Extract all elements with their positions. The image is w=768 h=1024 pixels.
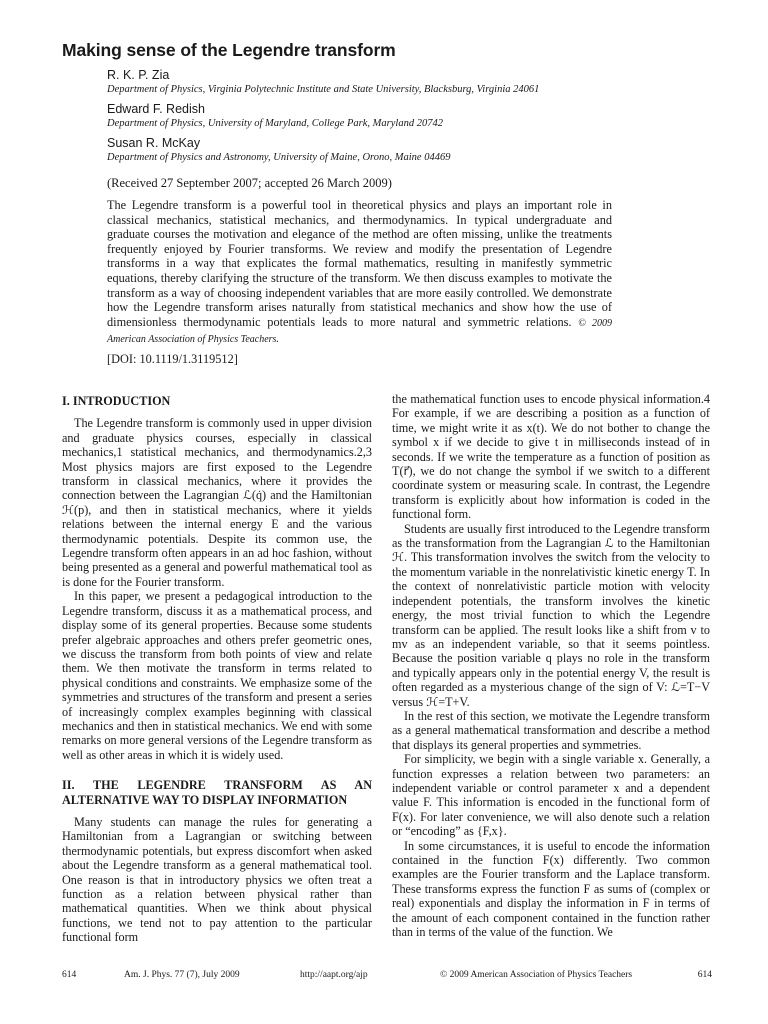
author-block xyxy=(107,102,707,130)
body-paragraph: the mathematical function uses to encode physical information.4 For example, if we are describing a position as a function of time, we might write it as x(t). We do not bother to change the symbol x if we decide to give t in milliseconds instead of in seconds. If we write the temperature as a function of position as T(r⃗), we do not change the symbol if we switch to a different coordinate system or measuring scale. In contrast, the Legendre transform is explicitly about how information is coded in the functional form. xyxy=(392,392,710,522)
author-list xyxy=(107,68,707,170)
body-paragraph: In some circumstances, it is useful to encode the information contained in the function F(x) differently. Two common examples are the Fourier transform and the Laplace transform. These transforms express the function F as sums of (complex or real) exponentials and display the information in F in terms of the amount of each component contained in the function rather than in terms of the value of the function. We xyxy=(392,838,710,940)
abstract xyxy=(107,198,612,348)
page-footer xyxy=(62,970,712,986)
body-paragraph: Students are usually first introduced to the Legendre transform as the transformation from the Lagrangian ℒ to the Hamiltonian ℋ. This transformation involves the switch from the velocity to the momentum variable in the nonrelativistic kinetic energy T. In the context of nonrelativistic particle motion with velocity independent potentials, the transform involves the kinetic energy, the most trivial function to which the Legendre transform can be applied. The result looks like a shift from v to mv as an independent variable, so that it seems pointless. Because the position variable q plays no role in the transform and typically appears only in the potential energy V, the result is often regarded as a mysterious change of the sign of V: ℒ=T−V versus ℋ=T+V. xyxy=(392,521,710,709)
section-heading-legendre-alternative: II. THE LEGENDRE TRANSFORM AS AN ALTERNATIVE WAY TO DISPLAY INFORMATION xyxy=(62,778,372,807)
author-block xyxy=(107,68,707,96)
paper-title: Making sense of the Legendre transform xyxy=(62,40,396,60)
journal-citation: Am. J. Phys. 77 (7), July 2009 xyxy=(124,970,240,980)
body-paragraph: In this paper, we present a pedagogical introduction to the Legendre transform, discuss it as a mathematical process, and display some of its general properties. Because some students prefer algebraic approaches and others prefer geometric ones, we discuss the transform from both points of view and relate them. We then motivate the transform in terms related to physical conditions and constraints. We emphasize some of the symmetries and structures of the transform and present a series of increasingly complex examples beginning with classical mechanics and then in statistical mechanics. We end with some remarks on more general versions of the Legendre transform as well as other areas in which it is widely used. xyxy=(62,589,372,762)
author-affiliation: Department of Physics, University of Maryland, College Park, Maryland 20742 xyxy=(107,118,443,129)
body-paragraph: The Legendre transform is commonly used in upper division and graduate physics courses, especially in classical mechanics,1 statistical mechanics, and thermodynamics.2,3 Most physics majors are first exposed to the Legendre transform in classical mechanics, where it provides the connection between the Lagrangian ℒ(q̇) and the Hamiltonian ℋ(p), and then in statistical mechanics, where it yields relations between the internal energy E and the various thermodynamic potentials. Despite its common use, the Legendre transform often appears in an ad hoc fashion, without being presented as a general and powerful mathematical tool as is done for the Fourier transform. xyxy=(62,416,372,589)
author-name: R. K. P. Zia xyxy=(107,68,170,82)
page-number-right: 614 xyxy=(697,970,712,980)
journal-url[interactable]: http://aapt.org/ajp xyxy=(300,970,368,980)
left-column xyxy=(62,394,372,945)
author-affiliation: Department of Physics and Astronomy, University of Maine, Orono, Maine 04469 xyxy=(107,152,451,163)
author-block xyxy=(107,136,707,164)
footer-copyright: © 2009 American Association of Physics Teachers xyxy=(440,970,633,980)
author-name: Susan R. McKay xyxy=(107,136,201,150)
page-number-left: 614 xyxy=(62,970,77,980)
author-name: Edward F. Redish xyxy=(107,102,205,116)
section-heading-introduction: I. INTRODUCTION xyxy=(62,394,171,408)
received-date: (Received 27 September 2007; accepted 26 March 2009) xyxy=(107,176,392,190)
doi-link[interactable]: [DOI: 10.1119/1.3119512] xyxy=(107,352,238,366)
abstract-text: The Legendre transform is a powerful tool in theoretical physics and plays an important role in classical mechanics, statistical mechanics, and thermodynamics. In typical undergraduate and graduate courses the motivation and elegance of the method are often missing, unlike the treatments frequently enjoyed by Fourier transforms. We review and modify the presentation of Legendre transforms in a way that explicates the formal mathematics, resulting in manifestly symmetric equations, thereby clarifying the structure of the transform. We then discuss examples to motivate the transform as a way of choosing independent variables that are more easily controlled. We demonstrate how the Legendre transform arises naturally from statistical mechanics and show how the use of dimensionless thermodynamic potentials leads to more natural and symmetric relations. xyxy=(107,198,612,329)
author-affiliation: Department of Physics, Virginia Polytechnic Institute and State University, Blacksburg, Virginia 24061 xyxy=(107,84,540,95)
body-paragraph: For simplicity, we begin with a single variable x. Generally, a function expresses a relation between two parameters: an independent variable or control parameter x and a dependent value F. This information is encoded in the functional form of F(x). For later convenience, we will also denote such a relation or “encoding” as {F,x}. xyxy=(392,752,710,839)
right-column xyxy=(392,392,710,939)
body-paragraph: In the rest of this section, we motivate the Legendre transform as a general mathematical transformation and describe a method that displays its general properties and symmetries. xyxy=(392,708,710,752)
abstract-copyright: © 2009 American Association of Physics Teachers. xyxy=(107,317,612,346)
body-paragraph: Many students can manage the rules for generating a Hamiltonian from a Lagrangian or switching between thermodynamic potentials, but express discomfort when asked about the Legendre transform as a general mathematical tool. One reason is that in introductory physics we often treat a function as a relation between physical rather than mathematical quantities. When we think about physical functions, we tend not to pay attention to the particular functional form xyxy=(62,814,372,945)
